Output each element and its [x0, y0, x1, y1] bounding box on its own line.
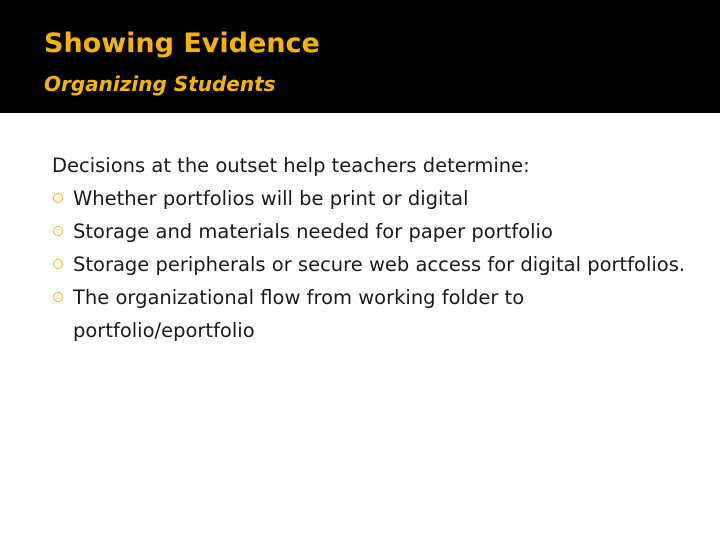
- slide-content: [52, 149, 692, 347]
- intro-text: Decisions at the outset help teachers determine:: [52, 154, 530, 177]
- bullet-text: Storage and materials needed for paper portfolio: [73, 220, 553, 243]
- bullet-text: The organizational flow from working folder to portfolio/eportfolio: [73, 286, 525, 342]
- bullet-text: Whether portfolios will be print or digital: [73, 187, 469, 210]
- hollow-circle-bullet-icon: [53, 259, 63, 269]
- slide-subtitle: Organizing Students: [44, 72, 276, 96]
- bullet-text: Storage peripherals or secure web access for digital portfolios.: [73, 253, 686, 276]
- hollow-circle-bullet-icon: [53, 292, 63, 302]
- hollow-circle-bullet-icon: [53, 226, 63, 236]
- bullet-item: [52, 248, 692, 281]
- title-bar: [0, 0, 720, 113]
- bullet-list: [52, 182, 692, 347]
- slide-title: Showing Evidence: [44, 28, 320, 59]
- bullet-item: [52, 215, 692, 248]
- bullet-item: [52, 182, 692, 215]
- hollow-circle-bullet-icon: [53, 193, 63, 203]
- bullet-item: [52, 281, 692, 347]
